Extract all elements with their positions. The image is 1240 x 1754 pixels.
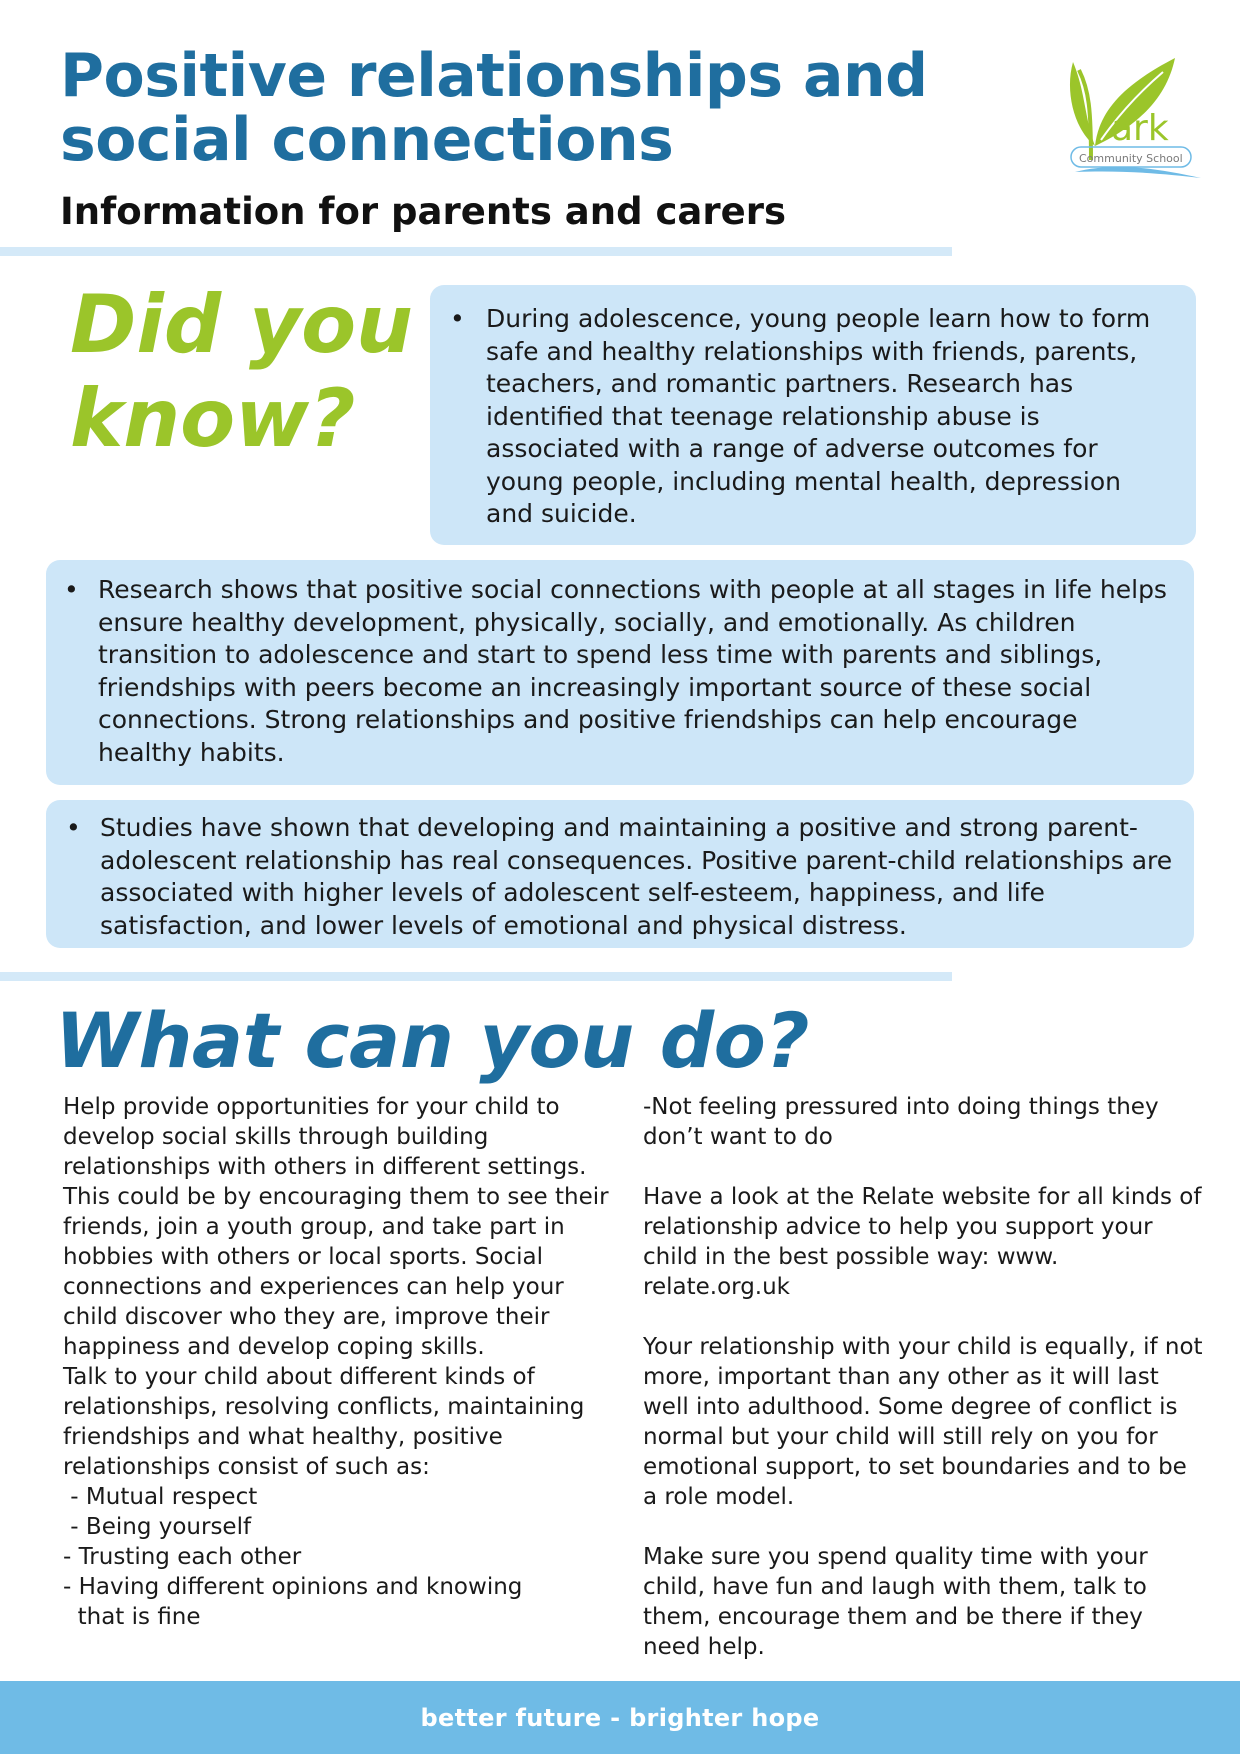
school-logo (1055, 50, 1205, 185)
footer-slogan: better future - brighter hope (420, 1703, 820, 1732)
logo-school-name: Community School (1079, 152, 1183, 165)
advice-paragraph: Help provide opportunities for your child to develop social skills through building relationships with others in different settings. This could be by encouraging them to see their friends, join a youth group, and take part in hobbies with others or local sports. Social connections and experiences can help your child discover who they are, improve their happiness and develop coping skills. (63, 1094, 609, 1360)
relate-website-paragraph: Have a look at the Relate website for all kinds of relationship advice to help you support your child in the best possible way: www. relate.org.uk (643, 1184, 1202, 1300)
section-divider (0, 972, 952, 981)
bullet-icon: • (66, 813, 81, 842)
leaf-logo-icon (1055, 50, 1205, 185)
header-divider (0, 247, 952, 256)
list-item: - Trusting each other (63, 1544, 302, 1570)
fact-box-2 (46, 560, 1194, 785)
advice-column-right (643, 1092, 1203, 1662)
advice-paragraph: Make sure you spend quality time with your child, have fun and laugh with them, talk to them, encourage them and be there if they need help. (643, 1544, 1148, 1660)
advice-paragraph: Talk to your child about different kinds of relationships, resolving conflicts, maintaining friendships and what healthy, positive relationships consist of such as: (63, 1364, 585, 1480)
fact-bullet (64, 574, 1170, 769)
list-item: - Mutual respect (63, 1484, 258, 1510)
list-item: - Having different opinions and knowing that is fine (63, 1574, 523, 1630)
title-line-2: social connections (60, 105, 674, 175)
fact-bullet (450, 303, 1172, 531)
fact-text: Research shows that positive social connections with people at all stages in life helps ensure healthy development, physically, socially, and emotionally. As children transition to adolescence and start to spend less time with parents and siblings, friendships with peers become an increasingly important source of these social connections. Strong relationships and positive friendships can help encourage healthy habits. (98, 575, 1167, 767)
fact-text: Studies have shown that developing and maintaining a positive and strong parent-adolescent relationship has real consequences. Positive parent-child relationships are associated with higher levels of adolescent self-esteem, happiness, and life satisfaction, and lower levels of emotional and physical distress. (100, 813, 1173, 940)
fact-text: During adolescence, young people learn how to form safe and healthy relationships with friends, parents, teachers, and romantic partners. Research has identified that teenage relationship abuse is associated with a range of adverse outcomes for young people, including mental health, depression and suicide. (486, 304, 1151, 528)
did-you-know-heading: Did you know? (70, 278, 414, 465)
what-can-you-do-heading: What can you do? (55, 996, 809, 1085)
fact-bullet (66, 812, 1180, 942)
title-line-1: Positive relationships and (60, 41, 928, 111)
bullet-icon: • (450, 304, 465, 333)
page-title (60, 41, 960, 175)
logo-wordmark: ark (1111, 108, 1169, 149)
fact-box-3 (46, 800, 1194, 948)
advice-paragraph: Your relationship with your child is equally, if not more, important than any other as it will last well into adulthood. Some degree of conflict is normal but your child will still rely on you for emotional support, to set boundaries and to be a role model. (643, 1334, 1203, 1510)
fact-box-1 (430, 285, 1196, 545)
advice-column-left (63, 1092, 611, 1632)
list-item: - Being yourself (63, 1514, 252, 1540)
advice-paragraph: -Not feeling pressured into doing things they don’t want to do (643, 1094, 1159, 1150)
page-subtitle: Information for parents and carers (60, 190, 786, 233)
footer-bar (0, 1681, 1240, 1754)
bullet-icon: • (64, 575, 79, 604)
